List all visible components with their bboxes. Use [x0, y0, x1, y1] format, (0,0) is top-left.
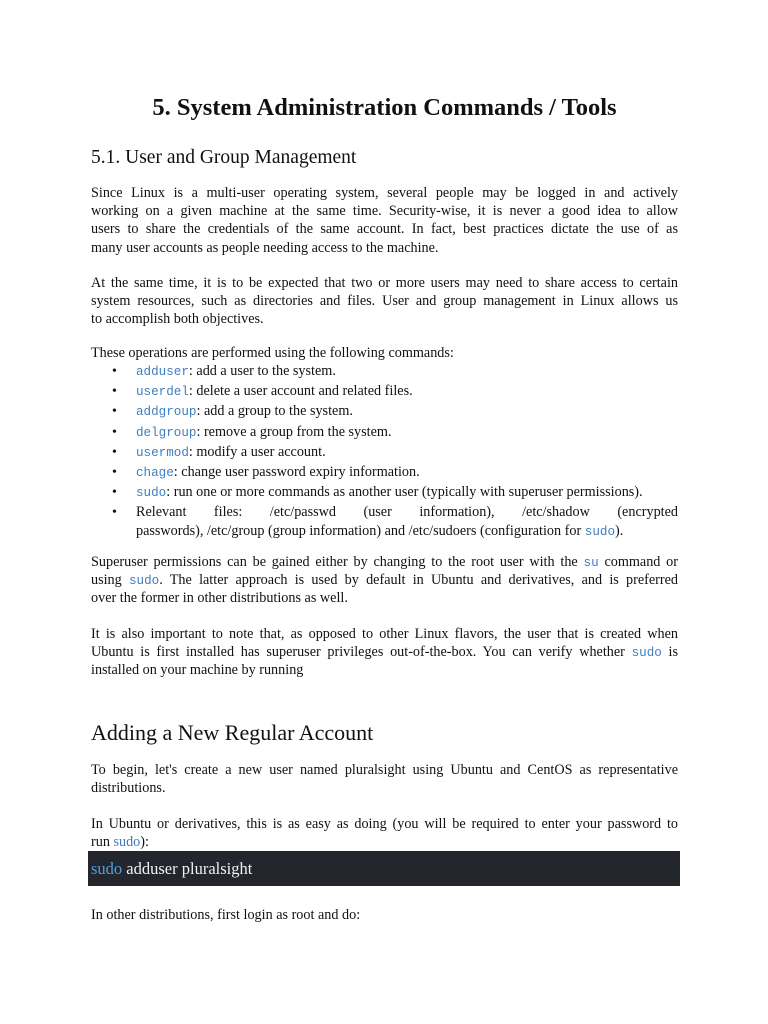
text-segment: run [91, 834, 114, 851]
section-heading-adding-account: Adding a New Regular Account [91, 720, 374, 745]
paragraph-commands-intro [91, 344, 678, 362]
text-line: working on a given machine at the same time. Security-wise, it is never a good idea to allow [91, 203, 678, 220]
paragraph-superuser [91, 553, 678, 608]
command-name: sudo [136, 486, 167, 501]
text-line: many user accounts as people needing access to the machine. [91, 239, 439, 256]
text-line [91, 571, 678, 589]
text-line: installed on your machine by running [91, 662, 304, 679]
list-item [91, 362, 678, 382]
text-line: over the former in other distributions as well. [91, 590, 348, 607]
inline-code-sudo: sudo [129, 574, 160, 589]
list-item [91, 483, 678, 503]
text-line: system resources, such as directories and files. User and group management in Linux allows us [91, 293, 678, 310]
command-desc: : change user password expiry information. [173, 464, 420, 481]
relevant-files-line: • Relevant files: /etc/passwd (user information), /etc/shadow (encrypted [136, 504, 678, 521]
text-line: users to share the credentials of the same account. In fact, best practices dictate the use of as [91, 221, 678, 238]
code-keyword: sudo [91, 859, 123, 878]
relevant-files-end: ). [615, 522, 624, 539]
text-line: In Ubuntu or derivatives, this is as easy as doing (you will be required to enter your password to [91, 816, 678, 832]
text-line [91, 643, 678, 661]
text-line [91, 553, 678, 571]
relevant-files-text: passwords), /etc/group (group information) and /etc/sudoers (configuration for [136, 522, 585, 539]
inline-code-sudo: sudo [584, 524, 615, 539]
text-line: These operations are performed using the following commands: [91, 345, 454, 361]
list-item [91, 443, 678, 463]
text-line: Since Linux is a multi-user operating system, several people may be logged in and actively [91, 185, 678, 201]
command-desc: : add a group to the system. [196, 403, 353, 420]
text-segment: Superuser permissions can be gained either by changing to the root user with the [91, 554, 584, 570]
text-line: to accomplish both objectives. [91, 311, 264, 328]
text-line: At the same time, it is to be expected that two or more users may need to share access to certain [91, 275, 678, 291]
paragraph-ubuntu-derivatives [91, 815, 678, 851]
command-name: chage [136, 466, 174, 481]
code-block [88, 851, 680, 886]
command-name: usermod [136, 445, 189, 460]
text-line [91, 833, 678, 851]
paragraph-other-distributions [91, 906, 678, 924]
paragraph-to-begin [91, 761, 678, 797]
list-item [91, 463, 678, 483]
text-segment: is [661, 644, 678, 661]
text-segment: Ubuntu is first installed has superuser privileges out-of-the-box. You can verify whether [91, 644, 632, 661]
text-line: In other distributions, first login as root and do: [91, 907, 361, 923]
list-item [91, 402, 678, 422]
list-item [91, 382, 678, 402]
command-name: addgroup [136, 405, 197, 420]
command-desc: : modify a user account. [188, 443, 326, 460]
text-line: It is also important to note that, as opposed to other Linux flavors, the user that is created when [91, 626, 678, 642]
section-heading-user-group: 5.1. User and Group Management [91, 147, 357, 168]
commands-list [91, 362, 678, 542]
text-segment: using [91, 572, 129, 589]
page-title: 5. System Administration Commands / Tools [152, 94, 617, 121]
text-line: To begin, let's create a new user named pluralsight using Ubuntu and CentOS as representative [91, 762, 678, 778]
text-segment: . The latter approach is used by default in Ubuntu and derivatives, and is preferred [159, 572, 678, 589]
list-item [91, 503, 678, 541]
paragraph-intro [91, 184, 678, 257]
text-line: distributions. [91, 780, 166, 797]
code-text: adduser pluralsight [122, 859, 253, 878]
sudo-link[interactable]: sudo [113, 834, 141, 851]
paragraph-ubuntu-note [91, 625, 678, 680]
inline-code-su: su [583, 556, 599, 570]
list-item [91, 423, 678, 443]
command-desc: : run one or more commands as another user (typically with superuser permissions). [166, 484, 643, 501]
command-name: adduser [136, 365, 189, 379]
command-name: delgroup [136, 425, 197, 440]
command-desc: : remove a group from the system. [196, 423, 392, 440]
command-name: userdel [136, 385, 189, 400]
command-desc: : delete a user account and related files. [188, 383, 413, 400]
inline-code-sudo: sudo [631, 646, 662, 661]
text-segment: ): [140, 834, 149, 851]
command-desc: : add a user to the system. [188, 363, 336, 379]
text-segment: command or [598, 554, 678, 570]
paragraph-shared-access [91, 274, 678, 329]
